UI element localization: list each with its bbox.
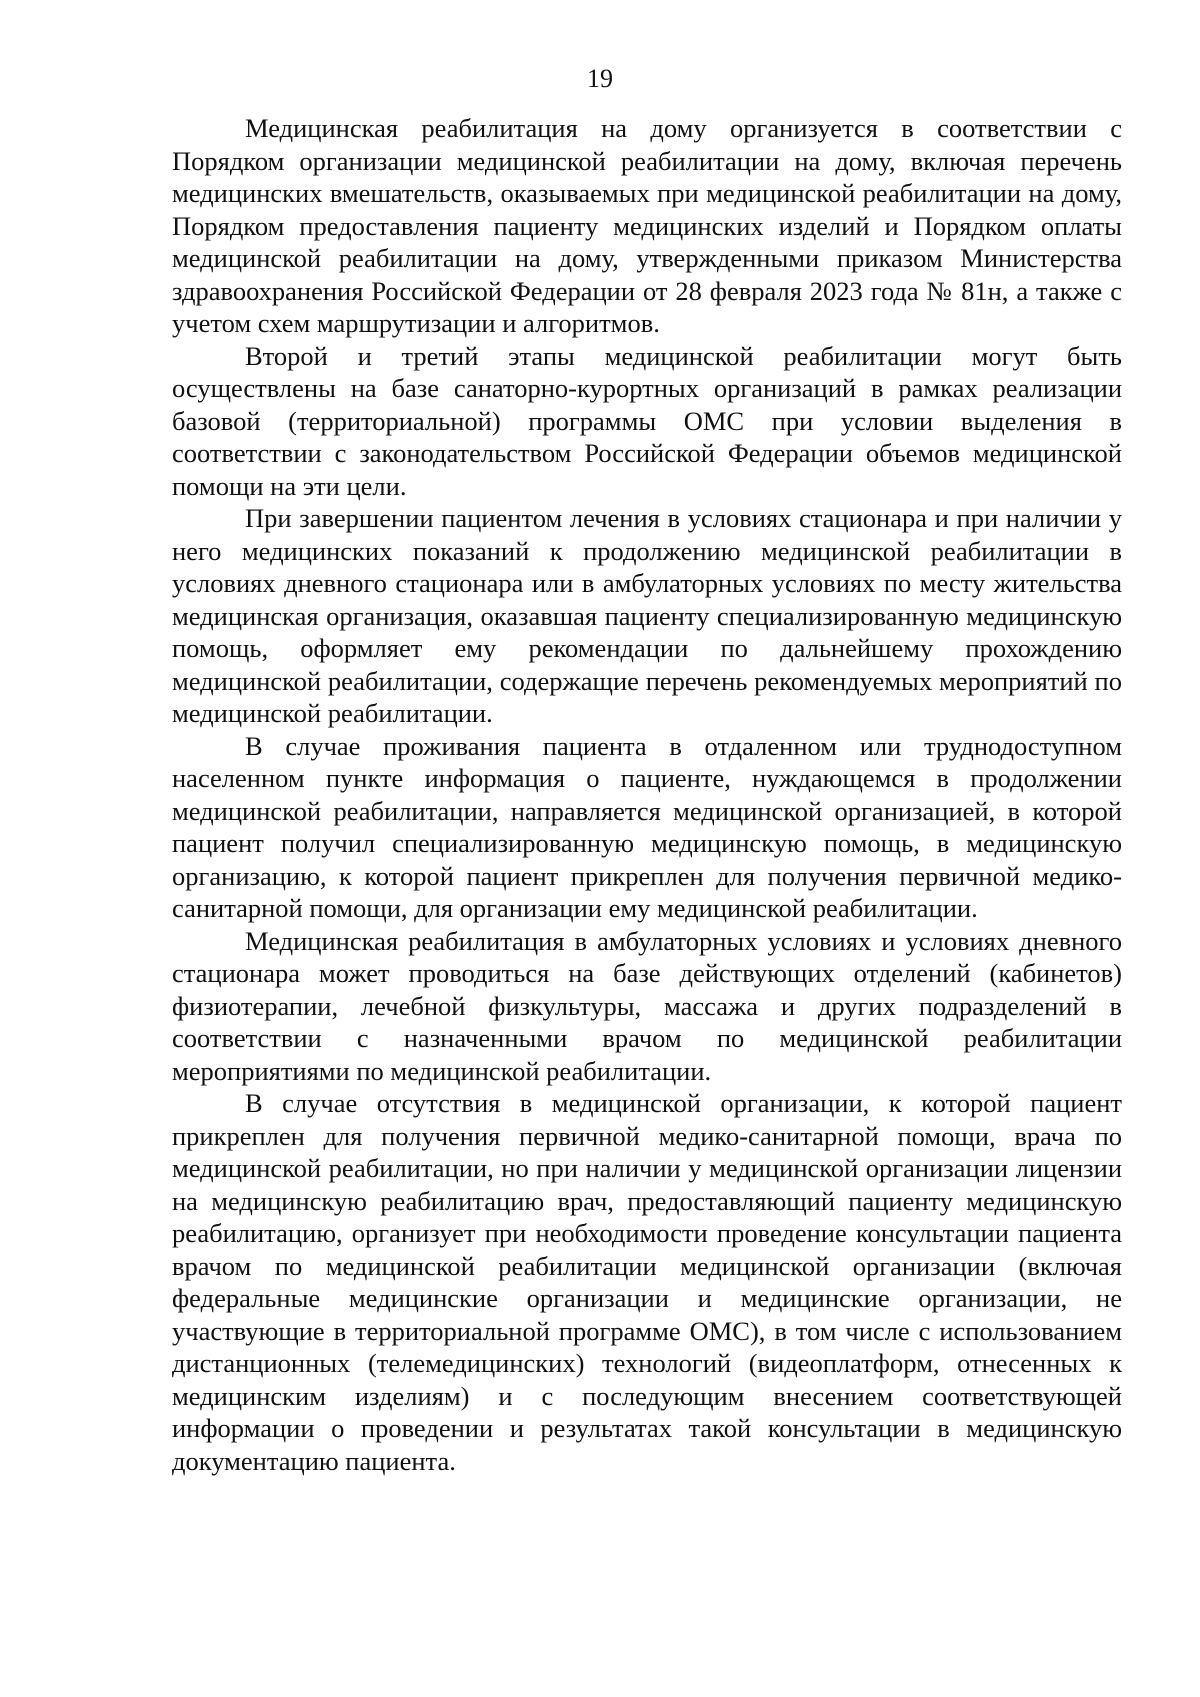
paragraph-consultation: В случае отсутствия в медицинской организации, к которой пациент прикреплен для получения первичной медико-санитарной помощи, врача по медицинской реабилитации, но при наличии у медицинской организации лицензии на медицинскую реабилитацию врач, предоставляющий пациенту медицинскую реабилитацию, организует при необходимости проведение консультации пациента врачом по медицинской реабилитации медицинской организации (включая федеральные медицинские организации и медицинские организации, не участвующие в территориальной программе ОМС), в том числе с использованием дистанционных (телемедицинских) технологий (видеоплатформ, отнесенных к медицинским изделиям) и с последующим внесением соответствующей информации о проведении и результатах такой консультации в медицинскую документацию пациента. <box>172 1088 1122 1476</box>
paragraph-outpatient-departments: Медицинская реабилитация в амбулаторных условиях и условиях дневного стационара может проводиться на базе действующих отделений (кабинетов) физиотерапии, лечебной физкультуры, массажа и других подразделений в соответствии с назначенными врачом по медицинской реабилитации мероприятиями по медицинской реабилитации. <box>172 925 1122 1086</box>
paragraph-sanatorium-stages: Второй и третий этапы медицинской реабилитации могут быть осуществлены на базе санаторно-курортных организаций в рамках реализации базовой (территориальной) программы ОМС при условии выделения в соответствии с законодательством Российской Федерации объемов медицинской помощи на эти цели. <box>172 340 1122 501</box>
paragraph-remote-settlement: В случае проживания пациента в отдаленном или труднодоступном населенном пункте информация о пациенте, нуждающемся в продолжении медицинской реабилитации, направляется медицинской организацией, в которой пациент получил специализированную медицинскую помощь, в медицинскую организацию, к которой пациент прикреплен для получения первичной медико-санитарной помощи, для организации ему медицинской реабилитации. <box>172 730 1122 923</box>
paragraph-home-rehabilitation: Медицинская реабилитация на дому организуется в соответствии с Порядком организации медицинской реабилитации на дому, включая перечень медицинских вмешательств, оказываемых при медицинской реабилитации на дому, Порядком предоставления пациенту медицинских изделий и Порядком оплаты медицинской реабилитации на дому, утвержденными приказом Министерства здравоохранения Российской Федерации от 28 февраля 2023 года № 81н, а также с учетом схем маршрутизации и алгоритмов. <box>172 113 1122 338</box>
page-number: 19 <box>587 64 613 93</box>
paragraph-discharge-recommendations: При завершении пациентом лечения в условиях стационара и при наличии у него медицинских показаний к продолжению медицинской реабилитации в условиях дневного стационара или в амбулаторных условиях по месту жительства медицинская организация, оказавшая пациенту специализированную медицинскую помощь, оформляет ему рекомендации по дальнейшему прохождению медицинской реабилитации, содержащие перечень рекомендуемых мероприятий по медицинской реабилитации. <box>172 503 1122 728</box>
document-body <box>172 112 1122 1477</box>
